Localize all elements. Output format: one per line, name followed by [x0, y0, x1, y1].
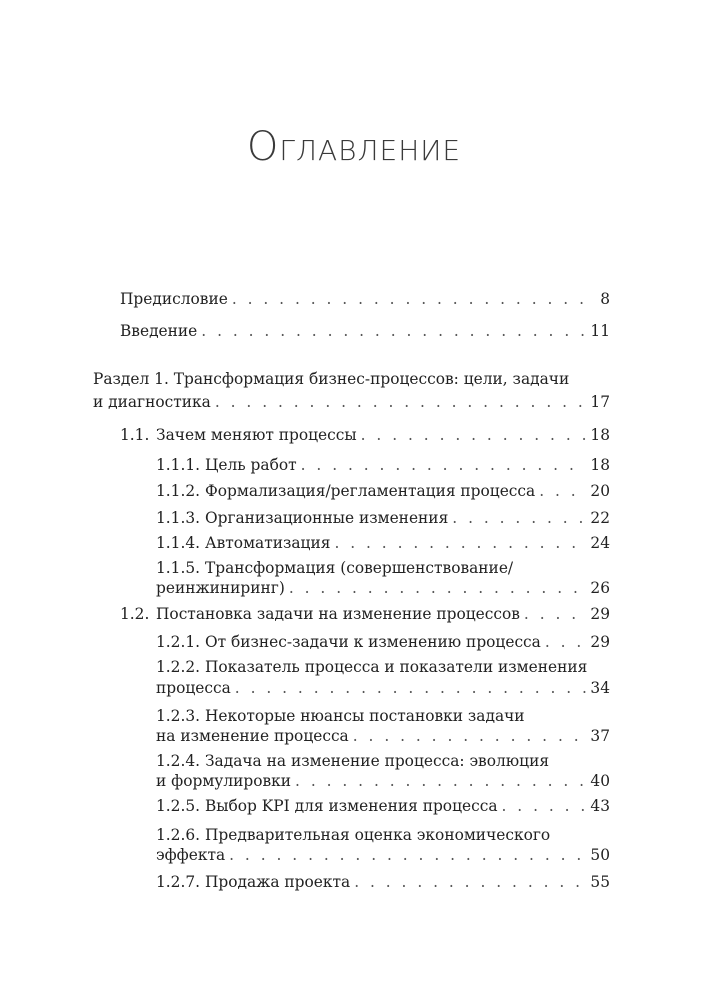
toc-entry-1-1[interactable] [120, 425, 610, 446]
leader-dots [235, 678, 587, 699]
leader-dots [452, 508, 586, 529]
toc-entry-page: 34 [590, 679, 610, 697]
toc-entry-number: 1.1.2. [156, 482, 201, 500]
toc-entry-label: на изменение процесса [156, 727, 349, 745]
toc-entry-label: процесса [156, 679, 231, 697]
toc-entry-label: Зачем меняют процессы [156, 426, 357, 444]
page-title: Оглавление [246, 124, 462, 170]
toc-entry-page: 43 [590, 797, 610, 815]
toc-entry-label: Организационные изменения [204, 509, 449, 527]
leader-dots [502, 796, 587, 817]
toc-entry-label: Формализация/регламентация процесса [204, 482, 536, 500]
toc-entry-1-2-3[interactable] [156, 726, 610, 747]
leader-dots [301, 455, 587, 476]
leader-dots [539, 481, 586, 502]
leader-dots [334, 533, 586, 554]
toc-entry-1-2-7[interactable] [156, 872, 610, 893]
toc-entry-label: Автоматизация [204, 534, 331, 552]
toc-entry-1-2-4-line1[interactable] [156, 751, 549, 772]
toc-entry-page: 20 [590, 482, 610, 500]
toc-entry-1-2-6-line1[interactable] [156, 825, 550, 846]
toc-entry-label-line1: Трансформация (совершенствование/ [204, 559, 514, 577]
toc-entry-label: эффекта [156, 846, 226, 864]
toc-entry-page: 50 [590, 846, 610, 864]
toc-entry-label: и диагностика [93, 393, 211, 411]
toc-entry-number: 1.2.7. [156, 873, 201, 891]
toc-section-title-line1[interactable]: Раздел 1. Трансформация бизнес-процессов: цели, задачи [93, 370, 570, 388]
toc-entry-label: Введение [120, 322, 198, 340]
leader-dots [545, 632, 587, 653]
toc-entry-number: 1.2.3. [156, 707, 201, 725]
toc-entry-number: 1.1. [120, 426, 150, 444]
toc-entry-page: 29 [590, 605, 610, 623]
toc-entry-number: 1.1.1. [156, 456, 201, 474]
leader-dots [201, 321, 586, 342]
toc-entry-page: 18 [590, 426, 610, 444]
toc-entry-label-line1: Предварительная оценка экономического [204, 826, 551, 844]
toc-entry-1-2[interactable] [120, 604, 610, 625]
toc-entry-number: 1.1.3. [156, 509, 201, 527]
toc-entry-page: 37 [590, 727, 610, 745]
toc-entry-label-line1: Показатель процесса и показатели изменения [204, 658, 588, 676]
toc-entry-number: 1.2.1. [156, 633, 201, 651]
toc-entry-number: 1.1.5. [156, 559, 201, 577]
toc-entry-page: 22 [590, 509, 610, 527]
toc-entry-label: реинжиниринг) [156, 579, 285, 597]
toc-entry-page: 29 [590, 633, 610, 651]
toc-entry-number: 1.1.4. [156, 534, 201, 552]
toc-entry-1-2-5[interactable] [156, 796, 610, 817]
toc-entry-1-2-2[interactable] [156, 678, 610, 699]
leader-dots [232, 289, 596, 310]
leader-dots [215, 392, 587, 413]
toc-entry-introduction[interactable] [120, 321, 610, 342]
toc-entry-page: 18 [590, 456, 610, 474]
toc-entry-label: Постановка задачи на изменение процессов [156, 605, 520, 623]
toc-entry-label-line1: Задача на изменение процесса: эволюция [204, 752, 550, 770]
leader-dots [524, 604, 586, 625]
toc-entry-1-2-1[interactable] [156, 632, 610, 653]
toc-entry-label: От бизнес-задачи к изменению процесса [204, 633, 541, 651]
toc-entry-page: 40 [590, 772, 610, 790]
leader-dots [353, 726, 587, 747]
toc-entry-1-1-5-line1[interactable] [156, 558, 513, 579]
toc-entry-number: 1.2.6. [156, 826, 201, 844]
toc-entry-number: 1.2.2. [156, 658, 201, 676]
toc-entry-1-2-4[interactable] [156, 771, 610, 792]
toc-entry-1-2-6[interactable] [156, 845, 610, 866]
toc-entry-label: Цель работ [204, 456, 297, 474]
toc-entry-1-1-4[interactable] [156, 533, 610, 554]
toc-entry-page: 17 [590, 393, 610, 411]
leader-dots [229, 845, 586, 866]
toc-entry-number: 1.2. [120, 605, 150, 623]
toc-entry-1-2-2-line1[interactable] [156, 657, 587, 678]
toc-entry-1-2-3-line1[interactable] [156, 706, 525, 727]
toc-entry-number: 1.2.4. [156, 752, 201, 770]
toc-entry-page: 26 [590, 579, 610, 597]
leader-dots [295, 771, 586, 792]
toc-entry-label-line1: Некоторые нюансы постановки задачи [204, 707, 525, 725]
toc-entry-page: 8 [600, 290, 610, 308]
toc-entry-label: и формулировки [156, 772, 292, 790]
leader-dots [354, 872, 586, 893]
toc-entry-label: Предисловие [120, 290, 228, 308]
toc-entry-1-1-3[interactable] [156, 508, 610, 529]
leader-dots [289, 578, 587, 599]
leader-dots [361, 425, 587, 446]
toc-entry-page: 11 [590, 322, 610, 340]
toc-entry-1-1-5[interactable] [156, 578, 610, 599]
toc-entry-label: Продажа проекта [204, 873, 351, 891]
toc-entry-preface[interactable] [120, 289, 610, 310]
toc-entry-1-1-1[interactable] [156, 455, 610, 476]
toc-entry-number: 1.2.5. [156, 797, 201, 815]
toc-entry-section-1[interactable] [93, 392, 610, 413]
toc-entry-1-1-2[interactable] [156, 481, 610, 502]
toc-entry-page: 55 [590, 873, 610, 891]
toc-entry-label: Выбор KPI для изменения процесса [204, 797, 498, 815]
toc-entry-page: 24 [590, 534, 610, 552]
